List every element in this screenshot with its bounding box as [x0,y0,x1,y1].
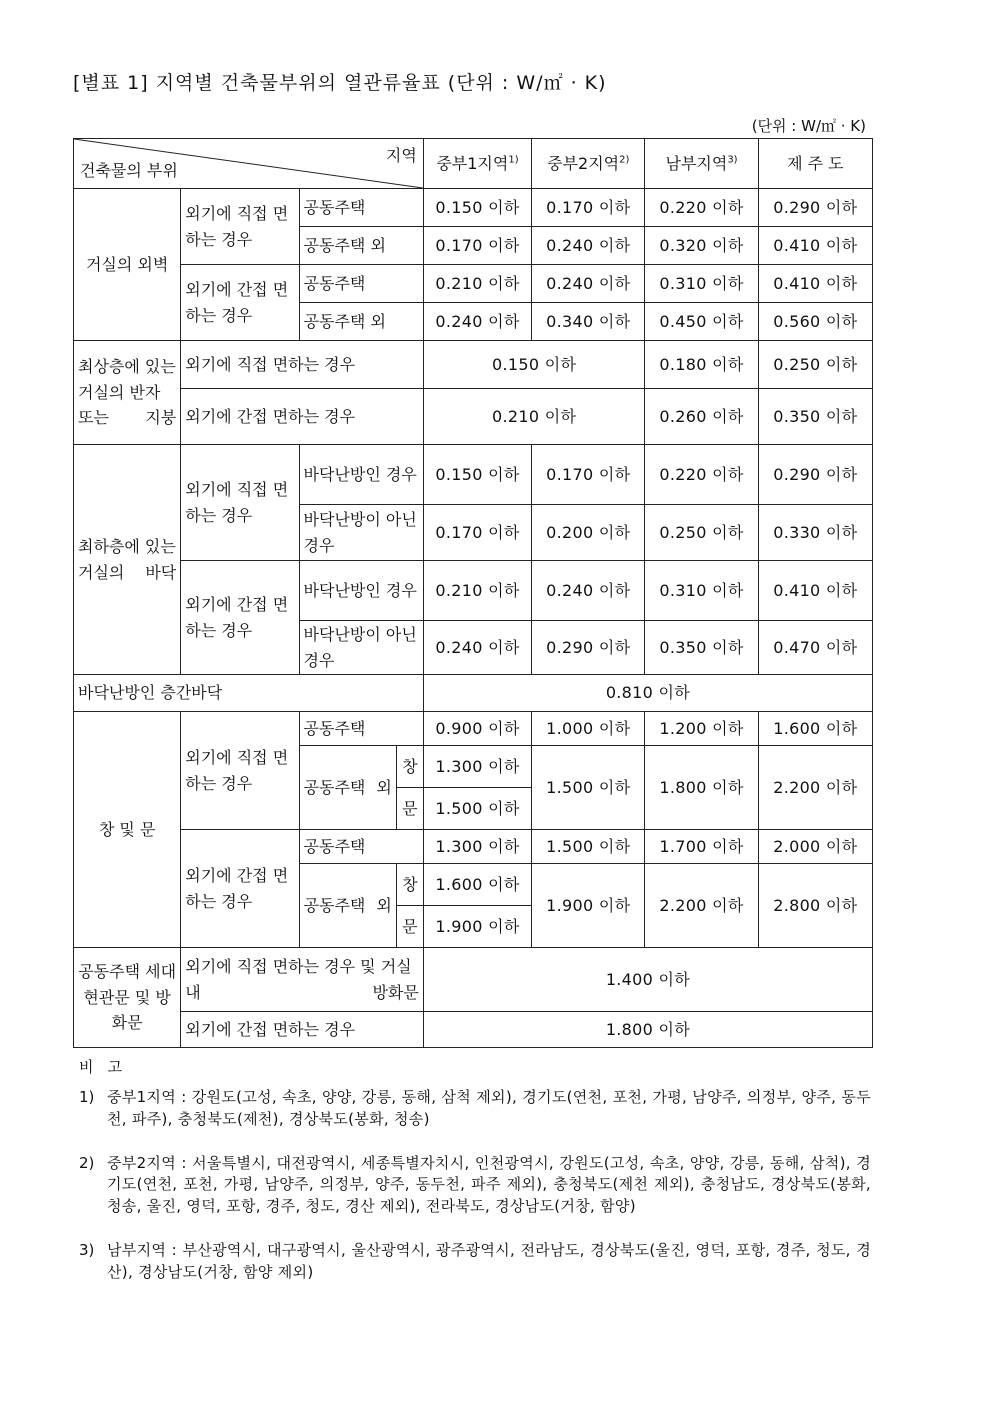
table-cell: 1.800 이하 [645,746,758,830]
remark-number: 1) [79,1088,95,1106]
window-direct-win: 창 [396,746,423,788]
document-title: [별표 1] 지역별 건축물부위의 열관류율표 (단위 : W/㎡ · K) [73,72,607,94]
remark-text: 중부1지역 : 강원도(고성, 속초, 양양, 강릉, 동해, 삼척 제외), 경기도(연천, 포천, 가평, 남양주, 의정부, 양주, 동두천, 파주), 충청북도(제천), 경상북도(봉화, 청송) [107,1088,871,1128]
window-label: 창 및 문 [74,712,181,948]
floor-indirect-heated: 바닥난방인 경우 [299,561,423,621]
floor-label: 최하층에 있는 거실의 바닥 [74,445,181,675]
table-cell: 0.240 이하 [423,303,531,341]
table-cell: 1.300 이하 [423,746,531,788]
table-cell: 2.200 이하 [645,864,758,948]
entrance-label: 공동주택 세대현관문 및 방화문 [74,948,181,1048]
table-cell: 1.200 이하 [645,712,758,746]
remark-text: 남부지역 : 부산광역시, 대구광역시, 울산광역시, 광주광역시, 전라남도, 경상북도(울진, 영덕, 포항, 경주, 청도, 경산), 경상남도(거창, 함양 제외) [107,1240,871,1281]
table-cell: 2.000 이하 [758,830,872,864]
window-indirect-win: 창 [396,864,423,906]
table-cell: 0.810 이하 [423,675,872,712]
wall-direct-nonapt: 공동주택 외 [299,227,423,265]
roof-indirect: 외기에 간접 면하는 경우 [181,389,424,445]
table-cell: 0.240 이하 [532,227,645,265]
table-cell: 0.210 이하 [423,389,645,445]
wall-direct-apt: 공동주택 [299,189,423,227]
table-cell: 0.170 이하 [423,505,531,561]
window-indirect: 외기에 간접 면하는 경우 [181,830,299,948]
floor-indirect-unheated: 바닥난방이 아닌 경우 [299,621,423,675]
table-cell: 0.220 이하 [645,445,758,505]
table-cell: 0.560 이하 [758,303,872,341]
header-part: 건축물의 부위 [80,161,178,181]
table-cell: 1.700 이하 [645,830,758,864]
col-header-jeju: 제 주 도 [758,139,872,189]
table-cell: 0.350 이하 [758,389,872,445]
roof-direct: 외기에 직접 면하는 경우 [181,341,424,389]
table-cell: 0.330 이하 [758,505,872,561]
table-cell: 0.410 이하 [758,265,872,303]
col1-label: 중부1지역 [436,153,509,173]
table-cell: 0.290 이하 [758,189,872,227]
floor-direct: 외기에 직접 면하는 경우 [181,445,299,561]
col-header-central1 [423,139,531,189]
header-diagonal-cell [74,139,424,189]
interfloor-label: 바닥난방인 층간바닥 [74,675,424,712]
remark-item [79,1240,871,1284]
table-cell: 0.170 이하 [532,189,645,227]
header-region: 지역 [385,146,417,165]
table-cell: 2.200 이하 [758,746,872,830]
entrance-direct: 외기에 직접 면하는 경우 및 거실 내 방화문 [181,948,424,1012]
table-cell: 0.210 이하 [423,265,531,303]
table-cell: 0.150 이하 [423,189,531,227]
table-cell: 0.470 이하 [758,621,872,675]
remark-number: 2) [79,1153,95,1172]
table-cell: 0.240 이하 [532,265,645,303]
table-cell: 0.150 이하 [423,341,645,389]
table-cell: 0.310 이하 [645,265,758,303]
table-cell: 0.210 이하 [423,561,531,621]
wall-direct: 외기에 직접 면하는 경우 [181,189,299,265]
col2-label: 중부2지역 [547,153,620,173]
table-cell: 0.350 이하 [645,621,758,675]
table-cell: 1.400 이하 [423,948,872,1012]
col2-sup: 2) [619,154,630,166]
table-cell: 0.170 이하 [423,227,531,265]
table-cell: 0.250 이하 [758,341,872,389]
remarks-title: 비고 [79,1058,136,1076]
floor-indirect: 외기에 간접 면하는 경우 [181,561,299,675]
thermal-transmittance-table [73,138,873,1048]
col-header-south [645,139,758,189]
floor-direct-unheated: 바닥난방이 아닌 경우 [299,505,423,561]
col3-sup: 3) [727,154,738,166]
table-cell: 1.600 이하 [423,864,531,906]
table-cell: 0.250 이하 [645,505,758,561]
table-cell: 0.240 이하 [423,621,531,675]
table-cell: 0.260 이하 [645,389,758,445]
table-cell: 0.320 이하 [645,227,758,265]
table-cell: 1.800 이하 [423,1012,872,1048]
table-cell: 0.900 이하 [423,712,531,746]
unit-label: (단위 : W/㎡ · K) [751,117,866,135]
table-cell: 1.900 이하 [532,864,645,948]
wall-indirect-apt: 공동주택 [299,265,423,303]
table-cell: 0.450 이하 [645,303,758,341]
window-indirect-nonapt: 공동주택 외 [299,864,396,948]
window-indirect-door: 문 [396,906,423,948]
table-cell: 0.310 이하 [645,561,758,621]
table-header-row [74,139,873,189]
table-cell: 0.170 이하 [532,445,645,505]
remark-item [79,1087,871,1131]
table-cell: 0.150 이하 [423,445,531,505]
remarks-section [79,1056,871,1305]
table-cell: 0.290 이하 [758,445,872,505]
window-direct: 외기에 직접 면하는 경우 [181,712,299,830]
table-cell: 0.220 이하 [645,189,758,227]
table-cell: 0.410 이하 [758,227,872,265]
table-cell: 1.500 이하 [532,746,645,830]
wall-indirect: 외기에 간접 면하는 경우 [181,265,299,341]
entrance-indirect: 외기에 간접 면하는 경우 [181,1012,424,1048]
col3-label: 남부지역 [665,153,728,173]
window-direct-door: 문 [396,788,423,830]
table-cell: 0.290 이하 [532,621,645,675]
window-indirect-apt: 공동주택 [299,830,423,864]
wall-label: 거실의 외벽 [74,189,181,341]
table-cell: 0.340 이하 [532,303,645,341]
col1-sup: 1) [508,154,519,166]
table-cell: 1.900 이하 [423,906,531,948]
remark-item [79,1153,871,1218]
table-cell: 0.200 이하 [532,505,645,561]
table-cell: 2.800 이하 [758,864,872,948]
roof-label: 최상층에 있는 거실의 반자 또는 지붕 [74,341,181,445]
window-direct-apt: 공동주택 [299,712,423,746]
floor-direct-heated: 바닥난방인 경우 [299,445,423,505]
table-cell: 1.300 이하 [423,830,531,864]
window-direct-nonapt: 공동주택 외 [299,746,396,830]
table-cell: 1.000 이하 [532,712,645,746]
remark-text: 중부2지역 : 서울특별시, 대전광역시, 세종특별자치시, 인천광역시, 강원도(고성, 속초, 양양, 강릉, 동해, 삼척), 경기도(연천, 포천, 가평, 남양주, 의정부, 양주, 동두천, 파주 제외), 충청북도(제천 제외), 충청남도, 경상북도(봉화, 청송, 울진, 영덕, 포항, 경주, 청도, 경산 제외), 전라북도, 경상남도(거창, 함양) [107,1153,871,1215]
table-cell: 1.500 이하 [532,830,645,864]
table-cell: 0.180 이하 [645,341,758,389]
remark-number: 3) [79,1240,95,1259]
table-cell: 0.240 이하 [532,561,645,621]
table-cell: 1.500 이하 [423,788,531,830]
col-header-central2 [532,139,645,189]
wall-indirect-nonapt: 공동주택 외 [299,303,423,341]
table-cell: 0.410 이하 [758,561,872,621]
table-cell: 1.600 이하 [758,712,872,746]
